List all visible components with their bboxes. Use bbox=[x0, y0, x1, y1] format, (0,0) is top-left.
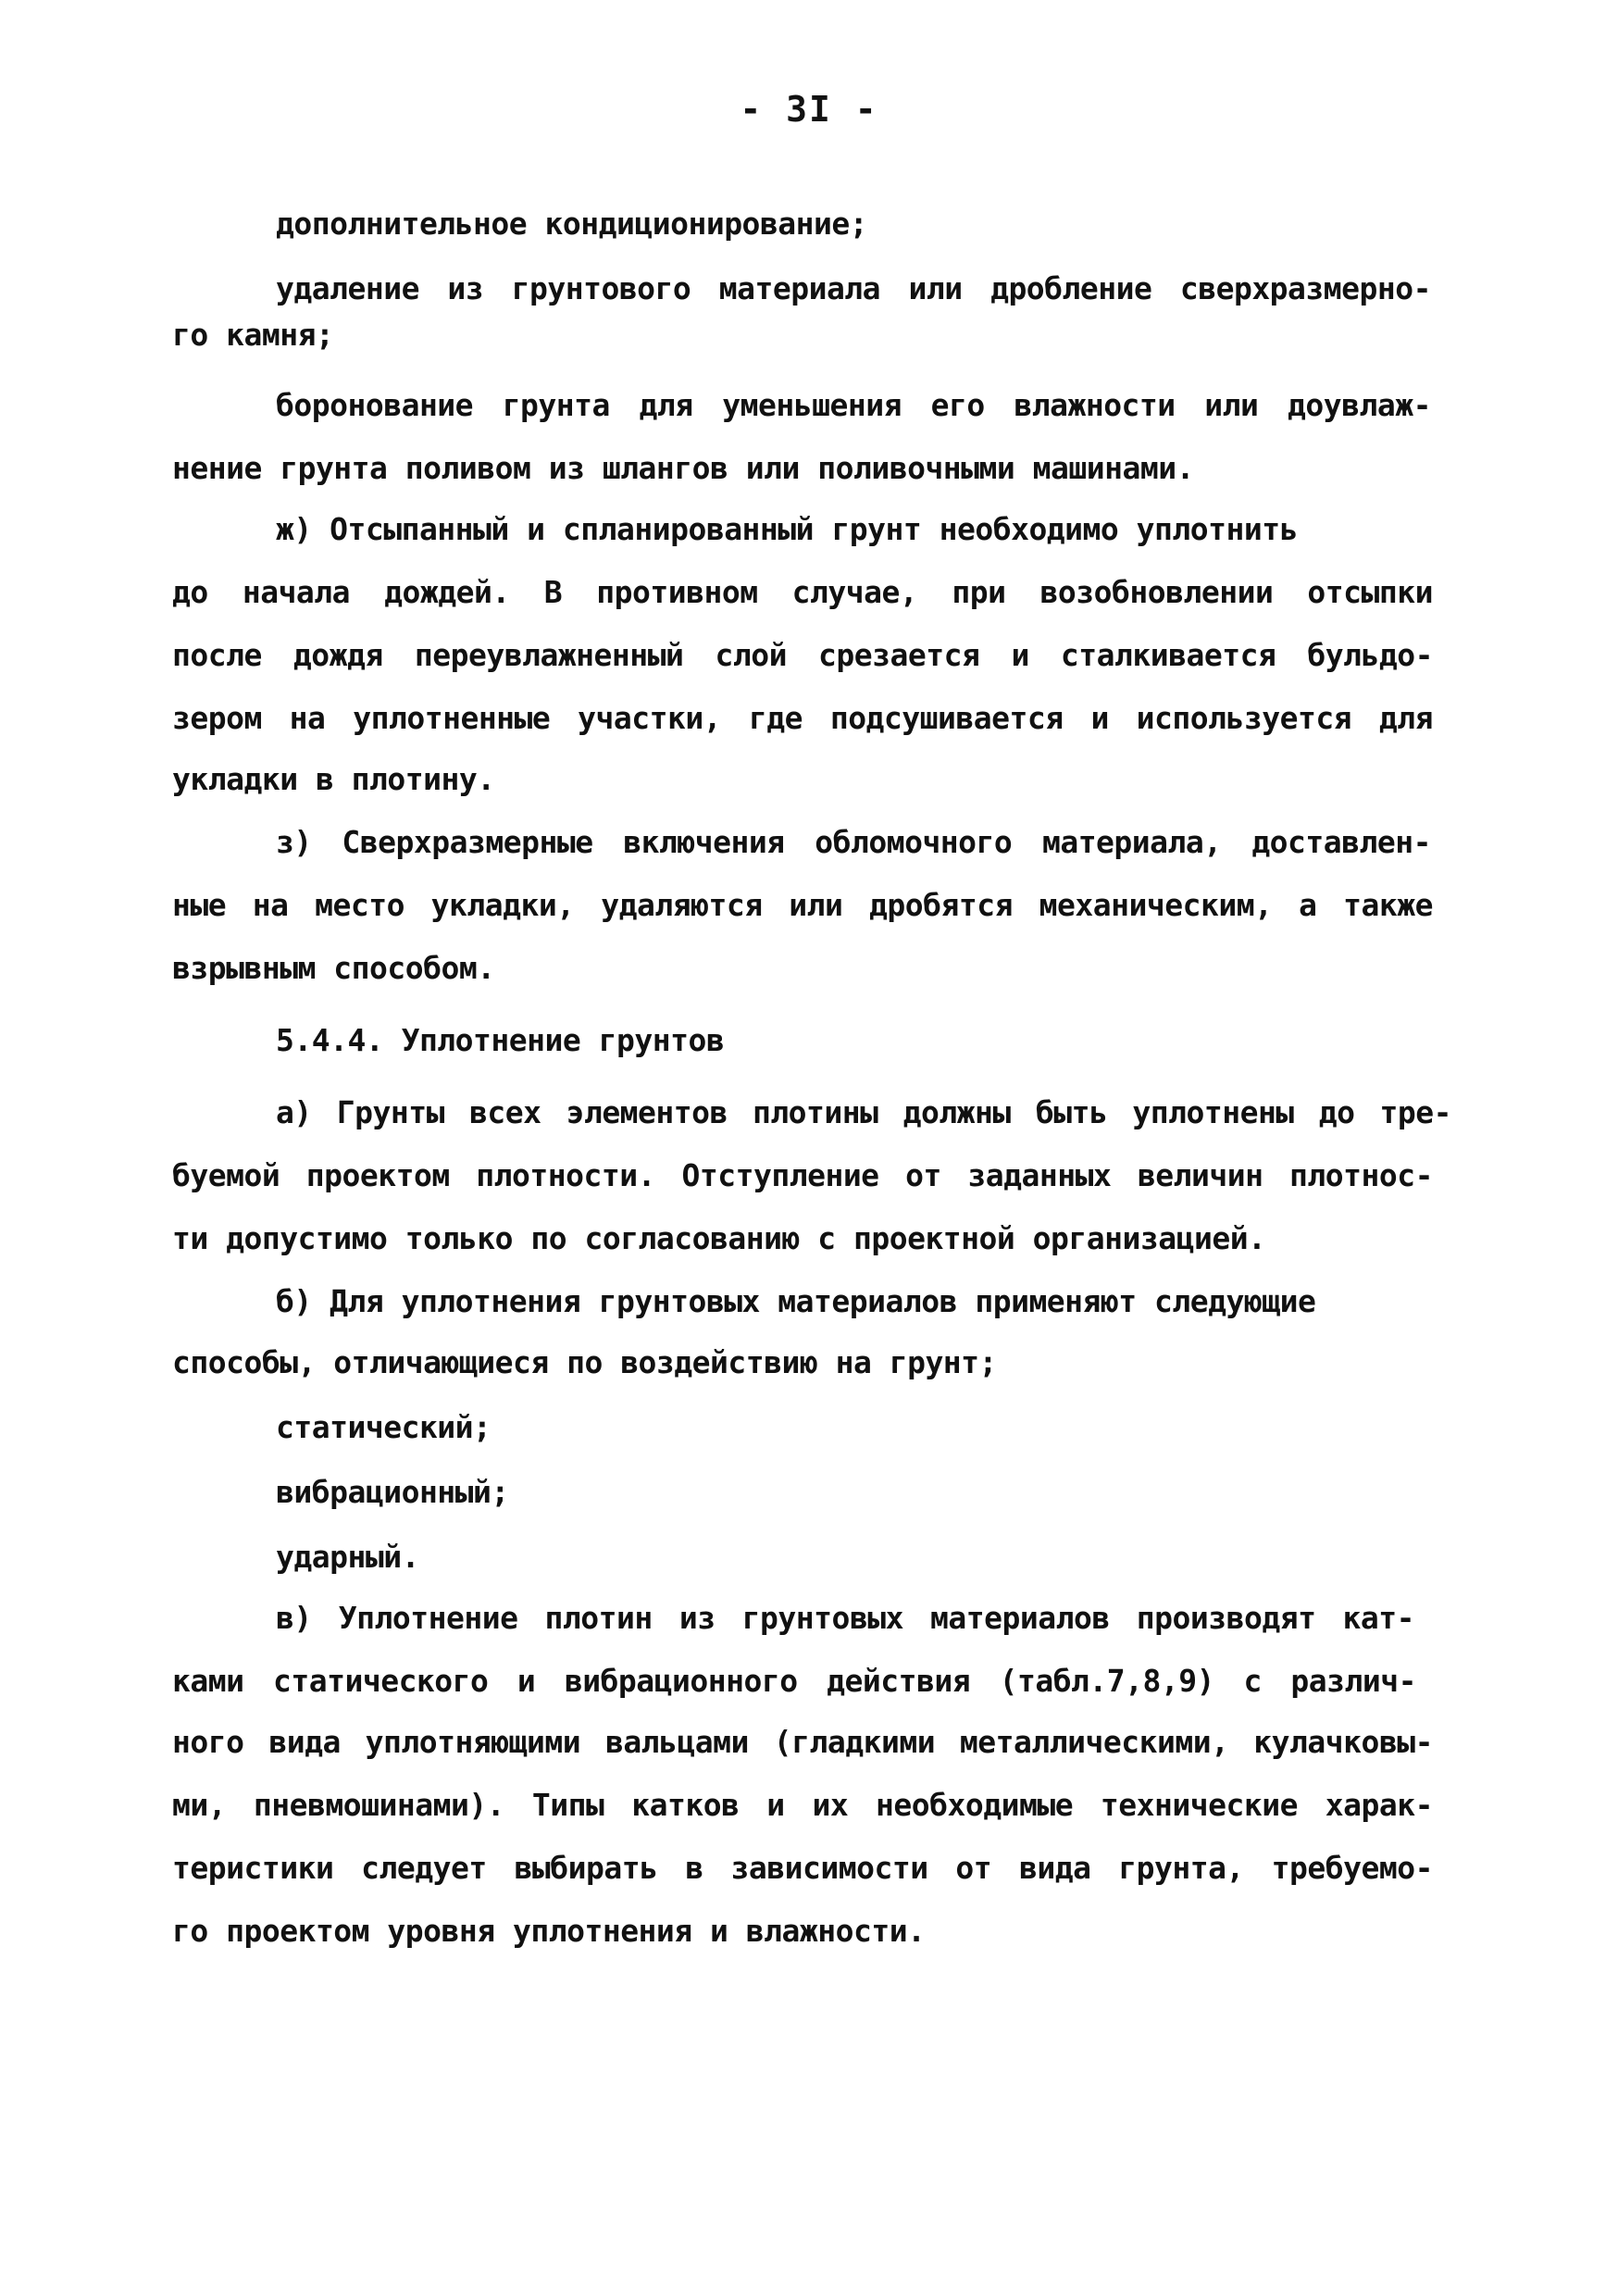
text-line: а) Грунты всех элементов плотины должны быть уплотнены до тре- bbox=[276, 1094, 1451, 1130]
section-heading: 5.4.4. Уплотнение грунтов bbox=[276, 1022, 725, 1058]
page-number: - 3I - bbox=[740, 89, 878, 130]
text-line: способы, отличающиеся по воздействию на грунт; bbox=[172, 1344, 997, 1380]
text-line: после дождя переувлажненный слой срезается и сталкивается бульдо- bbox=[172, 637, 1433, 673]
list-item: вибрационный; bbox=[276, 1474, 509, 1510]
text-line: нение грунта поливом из шлангов или поливочными машинами. bbox=[172, 450, 1194, 486]
text-line: дополнительное кондиционирование; bbox=[276, 206, 868, 242]
list-item: ударный. bbox=[276, 1539, 419, 1575]
text-line: удаление из грунтового материала или дробление сверхразмерно- bbox=[276, 270, 1431, 306]
text-line: взрывным способом. bbox=[172, 950, 495, 986]
text-line: в) Уплотнение плотин из грунтовых материалов производят кат- bbox=[276, 1600, 1414, 1636]
text-line: б) Для уплотнения грунтовых материалов применяют следующие bbox=[276, 1283, 1316, 1319]
text-line: укладки в плотину. bbox=[172, 761, 495, 797]
text-line: з) Сверхразмерные включения обломочного материала, доставлен- bbox=[276, 824, 1431, 860]
text-line: ж) Отсыпанный и спланированный грунт необходимо уплотнить bbox=[276, 511, 1298, 547]
text-line: ми, пневмошинами). Типы катков и их необходимые технические харак- bbox=[172, 1787, 1433, 1823]
text-line: ками статического и вибрационного действия (табл.7,8,9) с различ- bbox=[172, 1663, 1416, 1699]
text-line: теристики следует выбирать в зависимости от вида грунта, требуемо- bbox=[172, 1850, 1433, 1886]
text-line: до начала дождей. В противном случае, при возобновлении отсыпки bbox=[172, 574, 1433, 610]
text-line: ные на место укладки, удаляются или дробятся механическим, а также bbox=[172, 887, 1433, 923]
text-line: ного вида уплотняющими вальцами (гладкими металлическими, кулачковы- bbox=[172, 1724, 1433, 1760]
text-line: боронование грунта для уменьшения его влажности или доувлаж- bbox=[276, 387, 1431, 423]
text-line: ти допустимо только по согласованию с проектной организацией. bbox=[172, 1220, 1266, 1256]
text-line: го проектом уровня уплотнения и влажности. bbox=[172, 1913, 926, 1949]
list-item: статический; bbox=[276, 1409, 492, 1445]
text-line: го камня; bbox=[172, 317, 334, 353]
text-line: буемой проектом плотности. Отступление от заданных величин плотнос- bbox=[172, 1157, 1433, 1193]
text-line: зером на уплотненные участки, где подсушивается и используется для bbox=[172, 700, 1433, 736]
